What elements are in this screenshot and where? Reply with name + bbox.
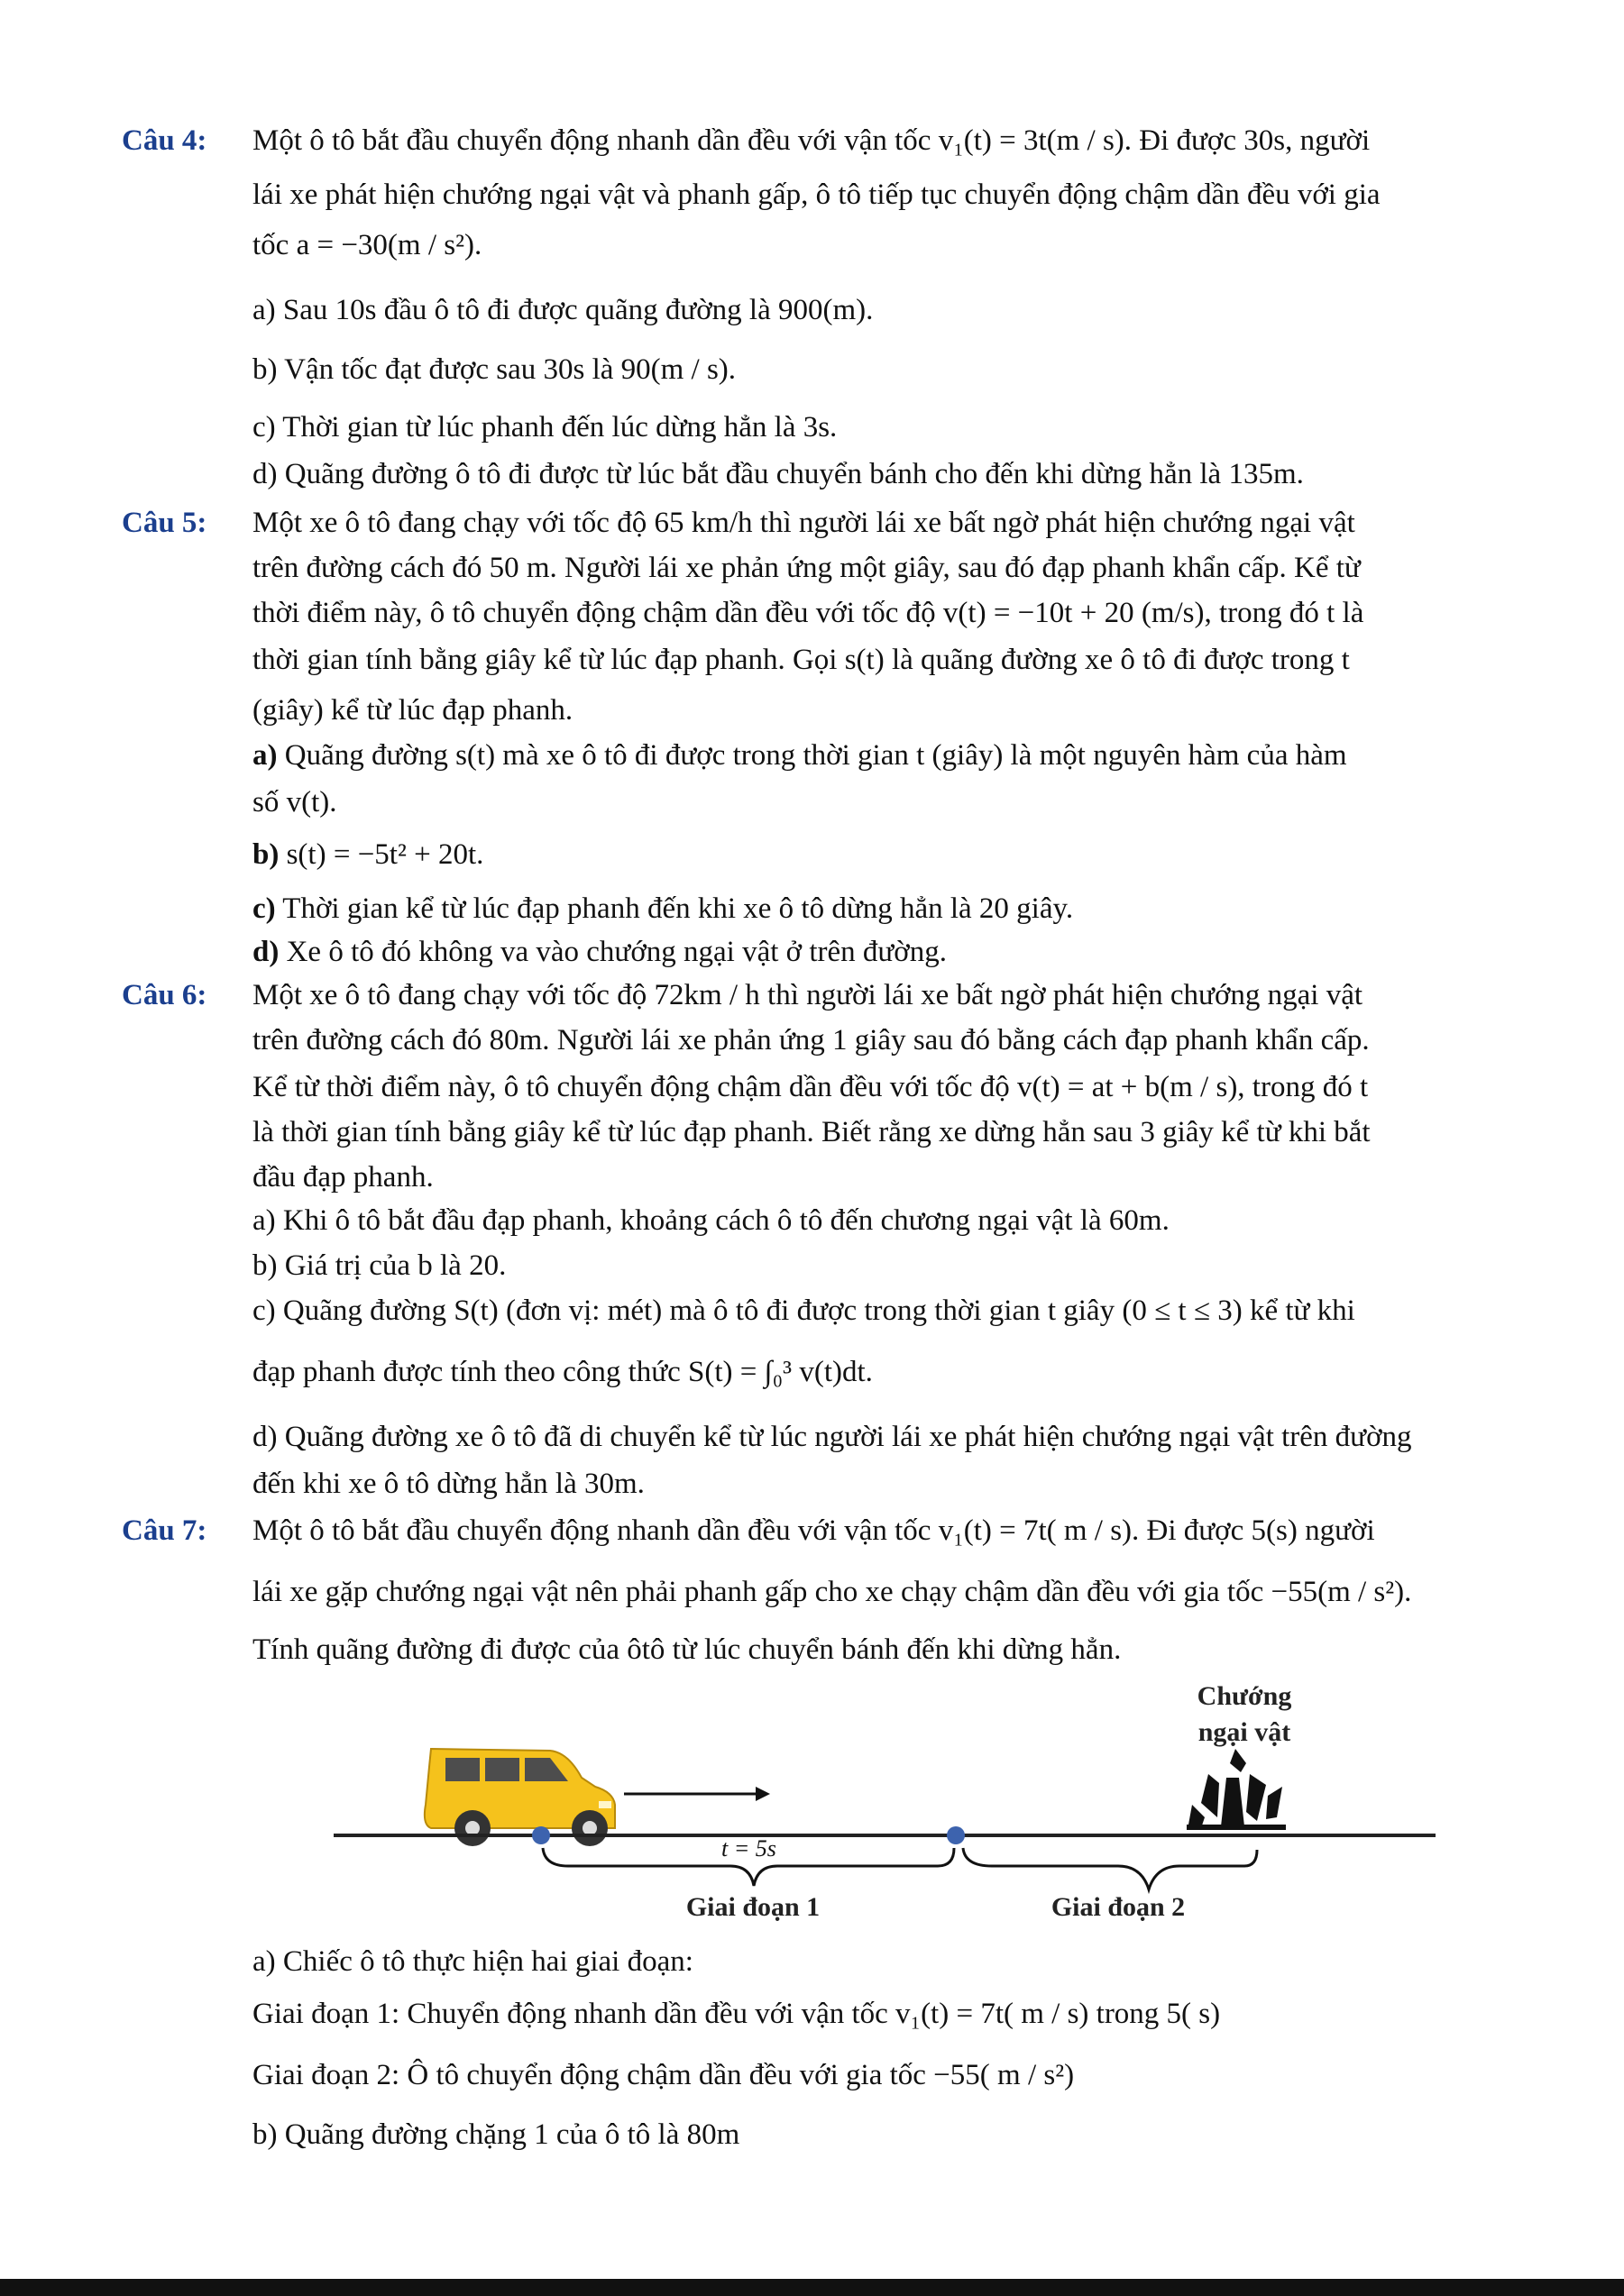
q4-line-3: tốc a = −30(m / s²). [252, 229, 482, 261]
q4-line-1: Một ô tô bắt đầu chuyển động nhanh dần đều với vận tốc v₁(t) = 3t(m / s). Đi được 30s, người [252, 124, 1371, 157]
q5-d-label: d) [252, 936, 280, 968]
q5-line-2: trên đường cách đó 50 m. Người lái xe phản ứng một giây, sau đó đạp phanh khẩn cấp. Kể từ [252, 552, 1361, 584]
q7-line-3: Tính quãng đường đi được của ôtô từ lúc chuyển bánh đến khi dừng hẳn. [252, 1633, 1122, 1666]
q5-item-a-line-2: số v(t). [252, 786, 337, 819]
question-7-label: Câu 7: [122, 1514, 207, 1547]
obstacle-icon [1187, 1749, 1286, 1830]
q7-line-2: lái xe gặp chướng ngại vật nên phải phanh gấp cho xe chạy chậm dần đều với gia tốc −55(m / s²). [252, 1576, 1412, 1608]
q6-line-2: trên đường cách đó 80m. Người lái xe phản ứng 1 giây sau đó bằng cách đạp phanh khẩn cấp. [252, 1024, 1370, 1057]
q5-a-label: a) [252, 739, 278, 772]
q7-after-2: Giai đoạn 1: Chuyển động nhanh dần đều với vận tốc v₁(t) = 7t( m / s) trong 5( s) [252, 1998, 1221, 2030]
brake-point [947, 1826, 965, 1844]
q5-d-text: Xe ô tô đó không va vào chướng ngại vật ở trên đường. [286, 936, 947, 968]
q7-line-1: Một ô tô bắt đầu chuyển động nhanh dần đều với vận tốc v₁(t) = 7t( m / s). Đi được 5(s) người [252, 1514, 1375, 1547]
q4-item-b: b) Vận tốc đạt được sau 30s là 90(m / s). [252, 353, 737, 386]
q5-item-c [252, 889, 1073, 928]
question-6-label: Câu 6: [122, 979, 207, 1011]
q5-b-text: s(t) = −5t² + 20t. [286, 838, 484, 871]
phase-1-label: Giai đoạn 1 [685, 1892, 821, 1922]
q5-line-1: Một xe ô tô đang chạy với tốc độ 65 km/h thì người lái xe bất ngờ phát hiện chướng ngại vật [252, 507, 1355, 539]
q5-c-text: Thời gian kể từ lúc đạp phanh đến khi xe ô tô dừng hẳn là 20 giây. [282, 892, 1074, 925]
q6-item-d-line-2: đến khi xe ô tô dừng hẳn là 30m. [252, 1468, 645, 1500]
q6-line-5: đầu đạp phanh. [252, 1161, 434, 1194]
motion-diagram [325, 1731, 1461, 1938]
q5-a-text: Quãng đường s(t) mà xe ô tô đi được trong thời gian t (giây) là một nguyên hàm của hàm [284, 739, 1347, 772]
time-label: t = 5s [721, 1835, 776, 1861]
q6-item-b: b) Giá trị của b là 20. [252, 1249, 507, 1282]
phase-2-label: Giai đoạn 2 [1051, 1892, 1186, 1922]
q5-line-5: (giây) kể từ lúc đạp phanh. [252, 694, 573, 727]
q4-item-d: d) Quãng đường ô tô đi được từ lúc bắt đầu chuyển bánh cho đến khi dừng hẳn là 135m. [252, 458, 1304, 490]
direction-arrow [624, 1787, 770, 1801]
q7-after-4: b) Quãng đường chặng 1 của ô tô là 80m [252, 2118, 740, 2151]
q5-line-3: thời điểm này, ô tô chuyển động chậm dần đều với tốc độ v(t) = −10t + 20 (m/s), trong đó t là [252, 597, 1364, 629]
q6-line-1: Một xe ô tô đang chạy với tốc độ 72km / h thì người lái xe bất ngờ phát hiện chướng ngại vật [252, 979, 1363, 1011]
q4-item-c: c) Thời gian từ lúc phanh đến lúc dừng hẳn là 3s. [252, 411, 838, 444]
car-icon [425, 1749, 615, 1846]
q7-after-1: a) Chiếc ô tô thực hiện hai giai đoạn: [252, 1945, 693, 1978]
q4-line-2: lái xe phát hiện chướng ngại vật và phanh gấp, ô tô tiếp tục chuyển động chậm dần đều với gia [252, 178, 1381, 211]
obstacle-label-line-1: Chướng [1197, 1681, 1292, 1711]
obstacle-label-line-2: ngại vật [1197, 1717, 1291, 1747]
start-point [532, 1826, 550, 1844]
q5-item-b [252, 835, 483, 874]
question-4-label: Câu 4: [122, 124, 207, 157]
q6-item-a: a) Khi ô tô bắt đầu đạp phanh, khoảng cách ô tô đến chương ngại vật là 60m. [252, 1204, 1170, 1237]
q5-c-label: c) [252, 892, 276, 925]
q5-line-4: thời gian tính bằng giây kể từ lúc đạp phanh. Gọi s(t) là quãng đường xe ô tô đi được trong t [252, 644, 1350, 676]
q7-after-3: Giai đoạn 2: Ô tô chuyển động chậm dần đều với gia tốc −55( m / s²) [252, 2059, 1075, 2091]
q4-item-a: a) Sau 10s đầu ô tô đi được quãng đường là 900(m). [252, 294, 874, 326]
q5-item-d [252, 932, 947, 972]
q5-item-a-line-1 [252, 736, 1347, 775]
q6-item-d-line-1: d) Quãng đường xe ô tô đã di chuyển kể từ lúc người lái xe phát hiện chướng ngại vật trên đường [252, 1421, 1412, 1453]
q6-line-3: Kể từ thời điểm này, ô tô chuyển động chậm dần đều với tốc độ v(t) = at + b(m / s), trong đó t [252, 1071, 1369, 1103]
q5-b-label: b) [252, 838, 280, 871]
q6-item-c-line-2: đạp phanh được tính theo công thức S(t) = ∫₀³ v(t)dt. [252, 1356, 873, 1388]
bottom-edge [0, 2279, 1624, 2296]
brace-phase-2 [963, 1848, 1257, 1889]
question-5-label: Câu 5: [122, 507, 207, 539]
q6-line-4: là thời gian tính bằng giây kể từ lúc đạp phanh. Biết rằng xe dừng hẳn sau 3 giây kể từ khi bắt [252, 1116, 1371, 1148]
q6-item-c-line-1: c) Quãng đường S(t) (đơn vị: mét) mà ô tô đi được trong thời gian t giây (0 ≤ t ≤ 3) kể từ khi [252, 1294, 1355, 1327]
